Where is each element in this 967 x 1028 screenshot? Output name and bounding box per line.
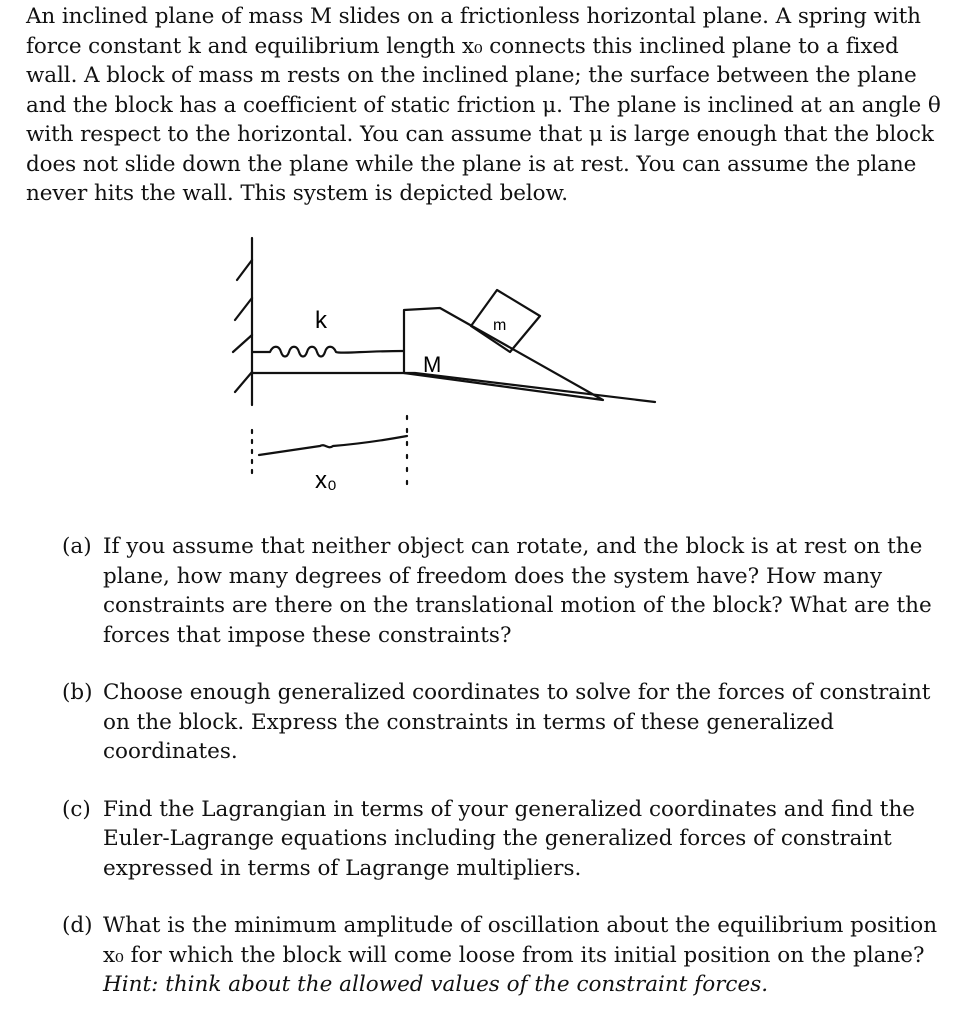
wall-hatch xyxy=(233,260,252,392)
part-b-label: (b) xyxy=(62,680,93,705)
part-d-hint: Hint: think about the allowed values of the constraint forces. xyxy=(103,972,769,997)
part-b xyxy=(62,678,942,767)
intro-line-1: An inclined plane of mass M slides on a frictionless horizontal plane. A spring with xyxy=(26,4,921,29)
problem-statement xyxy=(26,2,941,209)
part-a xyxy=(62,532,942,650)
length-label: x₀ xyxy=(315,467,337,494)
intro-line-7: never hits the wall. This system is depicted below. xyxy=(26,181,568,206)
intro-line-4: and the block has a coefficient of static friction μ. The plane is inclined at an angle θ xyxy=(26,92,941,118)
part-a-line-4: forces that impose these constraints? xyxy=(103,622,512,648)
problem-parts xyxy=(62,532,942,1028)
intro-line-2: force constant k and equilibrium length x₀ connects this inclined plane to a fixed xyxy=(26,33,899,59)
spring xyxy=(253,347,403,357)
system-diagram xyxy=(215,230,665,500)
part-c-line-2: Euler-Lagrange equations including the generalized forces of constraint xyxy=(103,826,892,851)
part-c-label: (c) xyxy=(62,796,91,822)
intro-line-3: wall. A block of mass m rests on the inclined plane; the surface between the plane xyxy=(26,63,917,88)
part-b-line-1: Choose enough generalized coordinates to solve for the forces of constraint xyxy=(103,680,931,705)
part-c-line-1: Find the Lagrangian in terms of your generalized coordinates and find the xyxy=(103,796,916,822)
intro-line-6: does not slide down the plane while the plane is at rest. You can assume the plane xyxy=(26,151,917,177)
part-d-line-2: x₀ for which the block will come loose from its initial position on the plane? xyxy=(103,942,925,968)
part-b-line-3: coordinates. xyxy=(103,739,238,764)
dimension-line xyxy=(259,436,407,455)
part-c-line-3: expressed in terms of Lagrange multipliers. xyxy=(103,855,582,881)
part-d-line-1: What is the minimum amplitude of oscillation about the equilibrium position xyxy=(103,913,938,938)
part-d xyxy=(62,911,942,1000)
intro-line-5: with respect to the horizontal. You can assume that μ is large enough that the block xyxy=(26,122,934,147)
plane-label: M xyxy=(423,352,442,377)
diagram-svg xyxy=(215,230,665,500)
part-a-line-2: plane, how many degrees of freedom does the system have? How many xyxy=(103,563,883,589)
block-label: m xyxy=(493,317,507,334)
part-a-line-3: constraints are there on the translational motion of the block? What are the xyxy=(103,593,932,618)
part-c xyxy=(62,795,942,884)
part-b-line-2: on the block. Express the constraints in terms of these generalized xyxy=(103,709,835,735)
part-d-label: (d) xyxy=(62,913,93,938)
spring-label: k xyxy=(315,307,327,334)
part-a-label: (a) xyxy=(62,534,92,559)
floor xyxy=(252,373,655,402)
part-a-line-1: If you assume that neither object can rotate, and the block is at rest on the xyxy=(103,534,923,559)
